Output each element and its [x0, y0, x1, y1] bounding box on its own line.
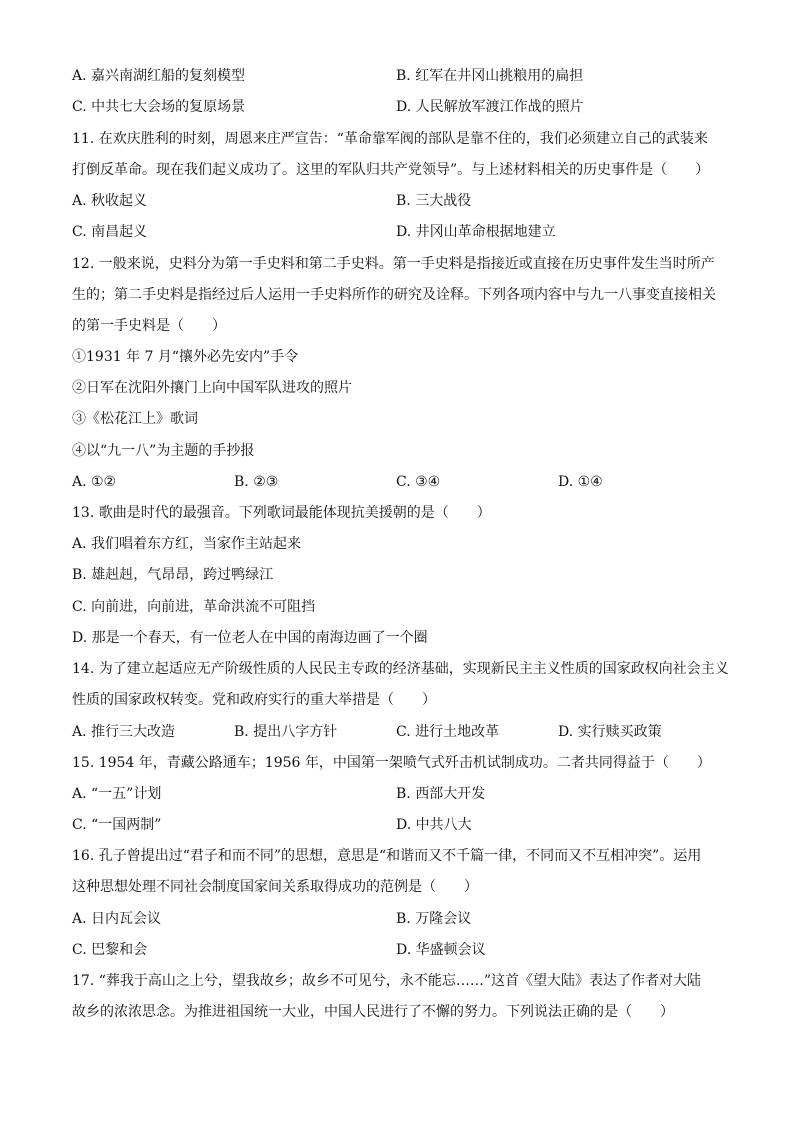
q14-stem-line-1: 14. 为了建立起适应无产阶级性质的人民民主专政的经济基础，实现新民主主义性质的国家政权向社会主义 [72, 661, 729, 677]
q15-option-b: B. 西部大开发 [396, 786, 486, 802]
q10-option-d: D. 人民解放军渡江作战的照片 [396, 99, 584, 115]
q11-option-a: A. 秋收起义 [72, 193, 148, 209]
q15-option-a: A. “一五”计划 [72, 786, 162, 802]
q11-option-c: C. 南昌起义 [72, 224, 148, 240]
q13-option-c: C. 向前进，向前进，革命洪流不可阻挡 [72, 599, 316, 615]
q11-option-d: D. 井冈山革命根据地建立 [396, 224, 556, 240]
q12-option-c: C. ③④ [396, 474, 441, 490]
q16-option-a: A. 日内瓦会议 [72, 911, 162, 927]
q10-option-b: B. 红军在井冈山挑粮用的扁担 [396, 68, 584, 84]
q12-option-a: A. ①② [72, 474, 117, 490]
q13-option-b: B. 雄赳赳，气昂昂，跨过鸭绿江 [72, 567, 274, 583]
q11-option-b: B. 三大战役 [396, 193, 472, 209]
q17-stem-line-2: 故乡的浓浓思念。为推进祖国统一大业，中国人民进行了不懈的努力。下列说法正确的是（ ） [72, 1004, 674, 1020]
q12-item-4: ④以“九一八”为主题的手抄报 [72, 443, 255, 459]
q16-option-d: D. 华盛顿会议 [396, 942, 486, 958]
q15-option-d: D. 中共八大 [396, 817, 472, 833]
q14-stem-line-2: 性质的国家政权转变。党和政府实行的重大举措是（ ） [72, 692, 436, 708]
q13-stem-line-1: 13. 歌曲是时代的最强音。下列歌词最能体现抗美援朝的是（ ） [72, 505, 491, 521]
q16-option-c: C. 巴黎和会 [72, 942, 148, 958]
q15-stem-line-1: 15. 1954 年，青藏公路通车；1956 年，中国第一架喷气式歼击机试制成功。二者共同得益于（ ） [72, 755, 711, 771]
q12-option-b: B. ②③ [234, 474, 279, 490]
q12-item-2: ②日军在沈阳外攘门上向中国军队进攻的照片 [72, 380, 352, 396]
q16-stem-line-2: 这种思想处理不同社会制度国家间关系取得成功的范例是（ ） [72, 879, 478, 895]
q14-option-b: B. 提出八字方针 [234, 724, 338, 740]
q10-option-a: A. 嘉兴南湖红船的复刻模型 [72, 68, 246, 84]
q13-option-d: D. 那是一个春天，有一位老人在中国的南海边画了一个圈 [72, 630, 428, 646]
q16-stem-line-1: 16. 孔子曾提出过“君子和而不同”的思想，意思是“和谐而又不千篇一律，不同而又不互相冲突”。运用 [72, 848, 702, 864]
q12-option-d: D. ①④ [558, 474, 603, 490]
q14-option-a: A. 推行三大改造 [72, 724, 176, 740]
q13-option-a: A. 我们唱着东方红，当家作主站起来 [72, 536, 302, 552]
q11-stem-line-2: 打倒反革命。现在我们起义成功了。这里的军队归共产党领导”。与上述材料相关的历史事件是（ ） [72, 162, 710, 178]
q12-item-1: ①1931 年 7 月“攘外必先安内”手令 [72, 349, 299, 365]
q12-stem-line-3: 的第一手史料是（ ） [72, 318, 226, 334]
q16-option-b: B. 万隆会议 [396, 911, 472, 927]
q12-stem-line-1: 12. 一般来说，史料分为第一手史料和第二手史料。第一手史料是指接近或直接在历史事件发生当时所产 [72, 256, 715, 272]
q15-option-c: C. “一国两制” [72, 817, 162, 833]
q12-item-3: ③《松花江上》歌词 [72, 411, 198, 427]
q17-stem-line-1: 17. “葬我于高山之上兮，望我故乡；故乡不可见兮，永不能忘……”这首《望大陆》表达了作者对大陆 [72, 973, 702, 989]
q14-option-d: D. 实行赎买政策 [558, 724, 662, 740]
q14-option-c: C. 进行土地改革 [396, 724, 500, 740]
q10-option-c: C. 中共七大会场的复原场景 [72, 99, 246, 115]
q12-stem-line-2: 生的；第二手史料是指经过后人运用一手史料所作的研究及诠释。下列各项内容中与九一八事变直接相关 [72, 287, 716, 303]
q11-stem-line-1: 11. 在欢庆胜利的时刻，周恩来庄严宣告：“革命靠军阀的部队是靠不住的，我们必须建立自己的武装来 [72, 131, 708, 147]
